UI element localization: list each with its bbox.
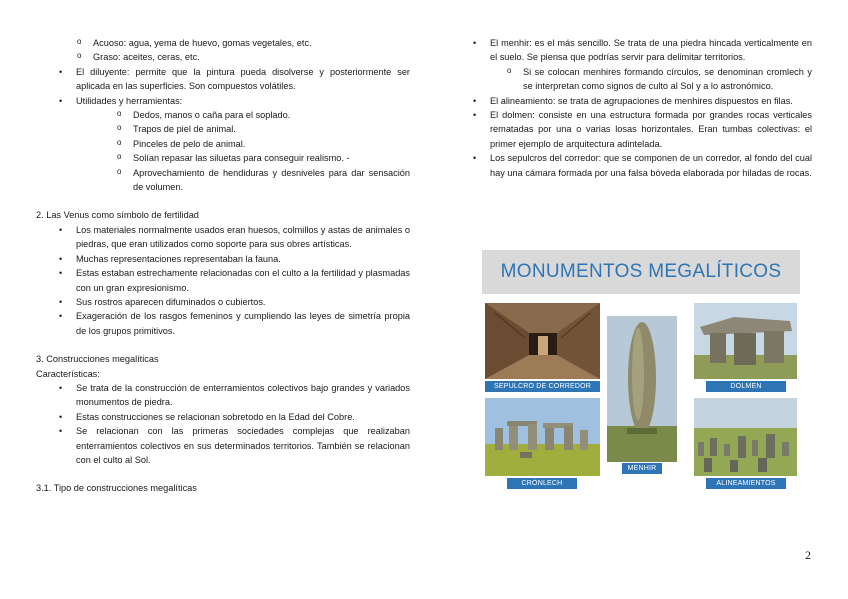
dolmen-illustration: [694, 303, 797, 379]
caption-dolmen: DOLMEN: [706, 381, 786, 392]
stone-rows-illustration: [694, 398, 797, 476]
list-item-menhir: [474, 36, 812, 94]
caracteristicas-subheading: Características:: [36, 368, 100, 379]
list-item-dolmen: • El dolmen: consiste en una estructura formada por grandes rocas verticales rematadas por una o varias losas horizontales. Eran tumbas colectivas: el primer ejemplo de arquitectura adintelada.: [474, 108, 812, 151]
caption-sepulcro: SEPULCRO DE CORREDOR: [485, 381, 600, 392]
sepulcro-photo: [485, 303, 600, 379]
left-column: [36, 36, 410, 496]
megalith-types-list: [474, 36, 812, 180]
utilidades-label: Utilidades y herramientas:: [76, 95, 183, 106]
tools-list: [76, 108, 410, 194]
list-item: • Sus rostros aparecen difuminados o cubiertos.: [36, 295, 410, 309]
list-item: • Se relacionan con las primeras sociedades complejas que realizaban enterramientos colectivos en sus determinados territorios. También se relacionan con el culto al Sol.: [36, 424, 410, 467]
dolmen-photo: [694, 303, 797, 379]
megaliticas-heading: 3. Construcciones megalíticas: [36, 354, 159, 365]
list-item: • Estas estaban estrechamente relacionadas con el culto a la fertilidad y plasmadas con un gran expresionismo.: [36, 266, 410, 295]
right-column: [474, 36, 812, 180]
list-item: o Solían repasar las siluetas para conseguir realismo. -: [76, 151, 410, 165]
list-item-diluyente: • El diluyente: permite que la pintura pueda disolverse y posteriormente ser aplicada en las superficies. Son compuestos volátiles.: [36, 65, 410, 94]
stonehenge-illustration: [485, 398, 600, 476]
list-item: • Estas construcciones se relacionan sobretodo en la Edad del Cobre.: [36, 410, 410, 424]
tipos-heading: 3.1. Tipo de construcciones megalíticas: [36, 483, 197, 494]
alineamientos-photo: [694, 398, 797, 476]
list-item-alineamiento: • El alineamiento: se trata de agrupaciones de menhires dispuestos en filas.: [474, 94, 812, 108]
menhir-illustration: [607, 316, 677, 462]
list-item: o Si se colocan menhires formando círculos, se denominan cromlech y se interpretan como signos de culto al Sol y a lo astronómico.: [490, 65, 812, 94]
binder-types-list: [36, 36, 410, 65]
venus-heading: 2. Las Venus como símbolo de fertilidad: [36, 210, 199, 221]
megalithic-monuments-figure: [482, 250, 800, 495]
list-item-sepulcro: • Los sepulcros del corredor: que se componen de un corredor, al fondo del cual hay una cámara formada por una falsa bóveda elaborada por hiladas de rocas.: [474, 151, 812, 180]
list-item: o Pinceles de pelo de animal.: [76, 137, 410, 151]
menhir-photo: [607, 316, 677, 462]
list-item: • Muchas representaciones representaban la fauna.: [36, 252, 410, 266]
caption-menhir: MENHIR: [622, 463, 662, 474]
corridor-tomb-illustration: [485, 303, 600, 379]
caption-alineamientos: ALINEAMIENTOS: [706, 478, 786, 489]
list-item: o Graso: aceites, ceras, etc.: [36, 50, 410, 64]
figure-title: MONUMENTOS MEGALÍTICOS: [482, 250, 800, 294]
list-item: o Acuoso: agua, yema de huevo, gomas vegetales, etc.: [36, 36, 410, 50]
list-item: o Trapos de piel de animal.: [76, 122, 410, 136]
megaliticas-list: [36, 381, 410, 467]
list-item-utilidades: [36, 94, 410, 195]
menhir-text: El menhir: es el más sencillo. Se trata de una piedra hincada verticalmente en el suelo. Se piensa que podrías servir para delimitar territorios.: [490, 38, 812, 63]
cronlech-photo: [485, 398, 600, 476]
list-item: o Aprovechamiento de hendiduras y desniveles para dar sensación de volumen.: [76, 166, 410, 195]
materials-list: [36, 65, 410, 195]
list-item: • Se trata de la construcción de enterramientos colectivos bajo grandes y variados monumentos de piedra.: [36, 381, 410, 410]
menhir-sublist: [490, 65, 812, 94]
venus-list: [36, 223, 410, 338]
list-item: • Los materiales normalmente usados eran huesos, colmillos y astas de animales o piedras, que eran utilizados como soporte para sus obres artísticas.: [36, 223, 410, 252]
list-item: o Dedos, manos o caña para el soplado.: [76, 108, 410, 122]
caption-cronlech: CRÓNLECH: [507, 478, 577, 489]
page-number: 2: [805, 548, 811, 562]
list-item: • Exageración de los rasgos femeninos y cumpliendo las leyes de simetría propia de los grupos primitivos.: [36, 309, 410, 338]
